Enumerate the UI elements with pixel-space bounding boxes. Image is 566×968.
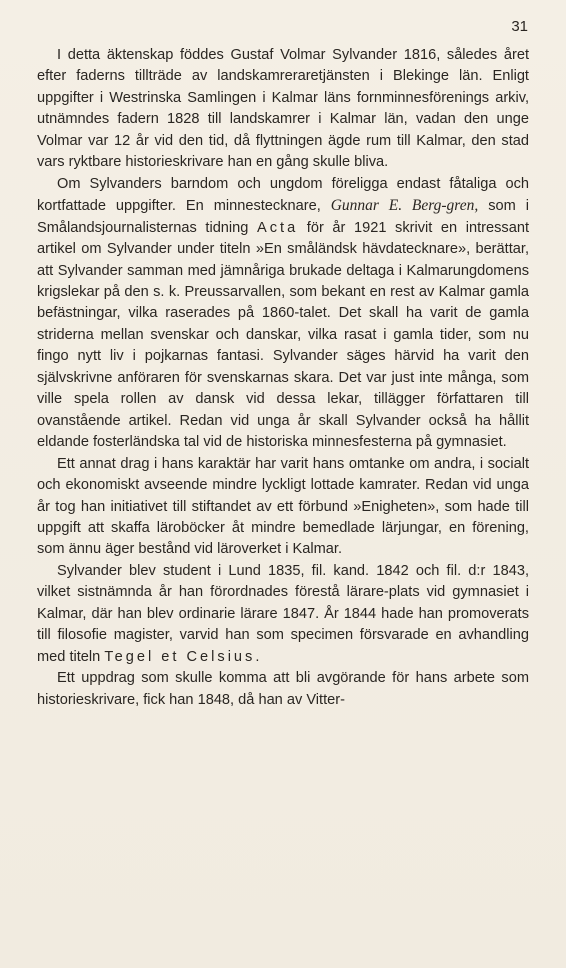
paragraph: [37, 45, 529, 174]
paragraph-text: Ett uppdrag som skulle komma att bli avgörande för hans arbete som historieskrivare, fick han 1848, då han av Vitter-: [37, 670, 529, 708]
paragraph: [37, 454, 529, 561]
paragraph-text: I detta äktenskap föddes Gustaf Volmar Sylvander 1816, således året efter faderns tillträde av landskamreraretjänsten i Blekinge län. Enligt uppgifter i Westrinska Samlingen i Kalmar läns fornminnesförenings arkiv, utnämndes fadern 1828 till landskamrer i Kalmar län, vadan den unge Volmar var 12 år vid den tid, då flyttningen ägde rum till Kalmar, den stad vars ryktbare historieskrivare han en gång skulle bliva.: [37, 47, 529, 171]
paragraph-text: för år 1921 skrivit en intressant artikel om Sylvander under titeln »En småländsk hävdatecknare», berättar, att Sylvander samman med jämnåriga brukade deltaga i Kalmarungdomens krigslekar på den s. k. Preussarvallen, som bekant en rest av Kalmar gamla befästningar, vilka raserades på 1860-talet. Det skall ha varit de gamla striderna mellan svenskar och danskar, vilka rasat i gamla tider, som nu fingo nytt liv i pojkarnas fantasi. Sylvander säges härvid ha varit den självskrivne anföraren för svenskarnas skara. Det var just inte många, som ville spela rollen av dansk vid dessa lekar, tillägger författaren till ovanstående artikel. Redan vid unga år skall Sylvander också ha hållit eldande fosterländska tal vid de historiska minnesfesterna på gymnasiet.: [37, 219, 530, 451]
paragraph-text: Om Sylvanders barndom och ungdom föreligga endast fåtaliga och kortfattade uppgifter. En minnestecknare,: [37, 175, 529, 215]
page-number: 31: [511, 18, 528, 35]
paragraph-text: Sylvander blev student i Lund 1835, fil. kand. 1842 och fil. d:r 1843, vilket sistnämnda år han förordnades förestå lärare-plats vid gymnasiet i Kalmar, där han blev ordinarie lärare 1847. År 1844 hade han promoverats till filosofie magister, varvid han som specimen försvarade en avhandling med titeln: [37, 562, 529, 665]
emphasized-text: Acta: [257, 219, 299, 236]
paragraph-text: som i Smålandsjournalisternas tidning: [37, 198, 529, 236]
paragraph: [37, 668, 529, 711]
body-text: [37, 45, 529, 711]
emphasized-text: Gunnar E. Berg-gren,: [330, 197, 479, 215]
paragraph-text: .: [255, 648, 260, 665]
emphasized-text: Tegel et Celsius: [104, 648, 256, 665]
paragraph: [37, 561, 529, 668]
paragraph-text: Ett annat drag i hans karaktär har varit hans omtanke om andra, i socialt och ekonomiskt avseende mindre lyckligt lottade kamrater. Redan vid unga år tog han initiativet till stiftandet av ett förbund »Enigheten», som hade till uppgift att skaffa läroböcker åt mindre bemedlade lärjungar, en förening, som ännu äger bestånd vid läroverket i Kalmar.: [37, 455, 529, 558]
paragraph: [37, 174, 529, 454]
